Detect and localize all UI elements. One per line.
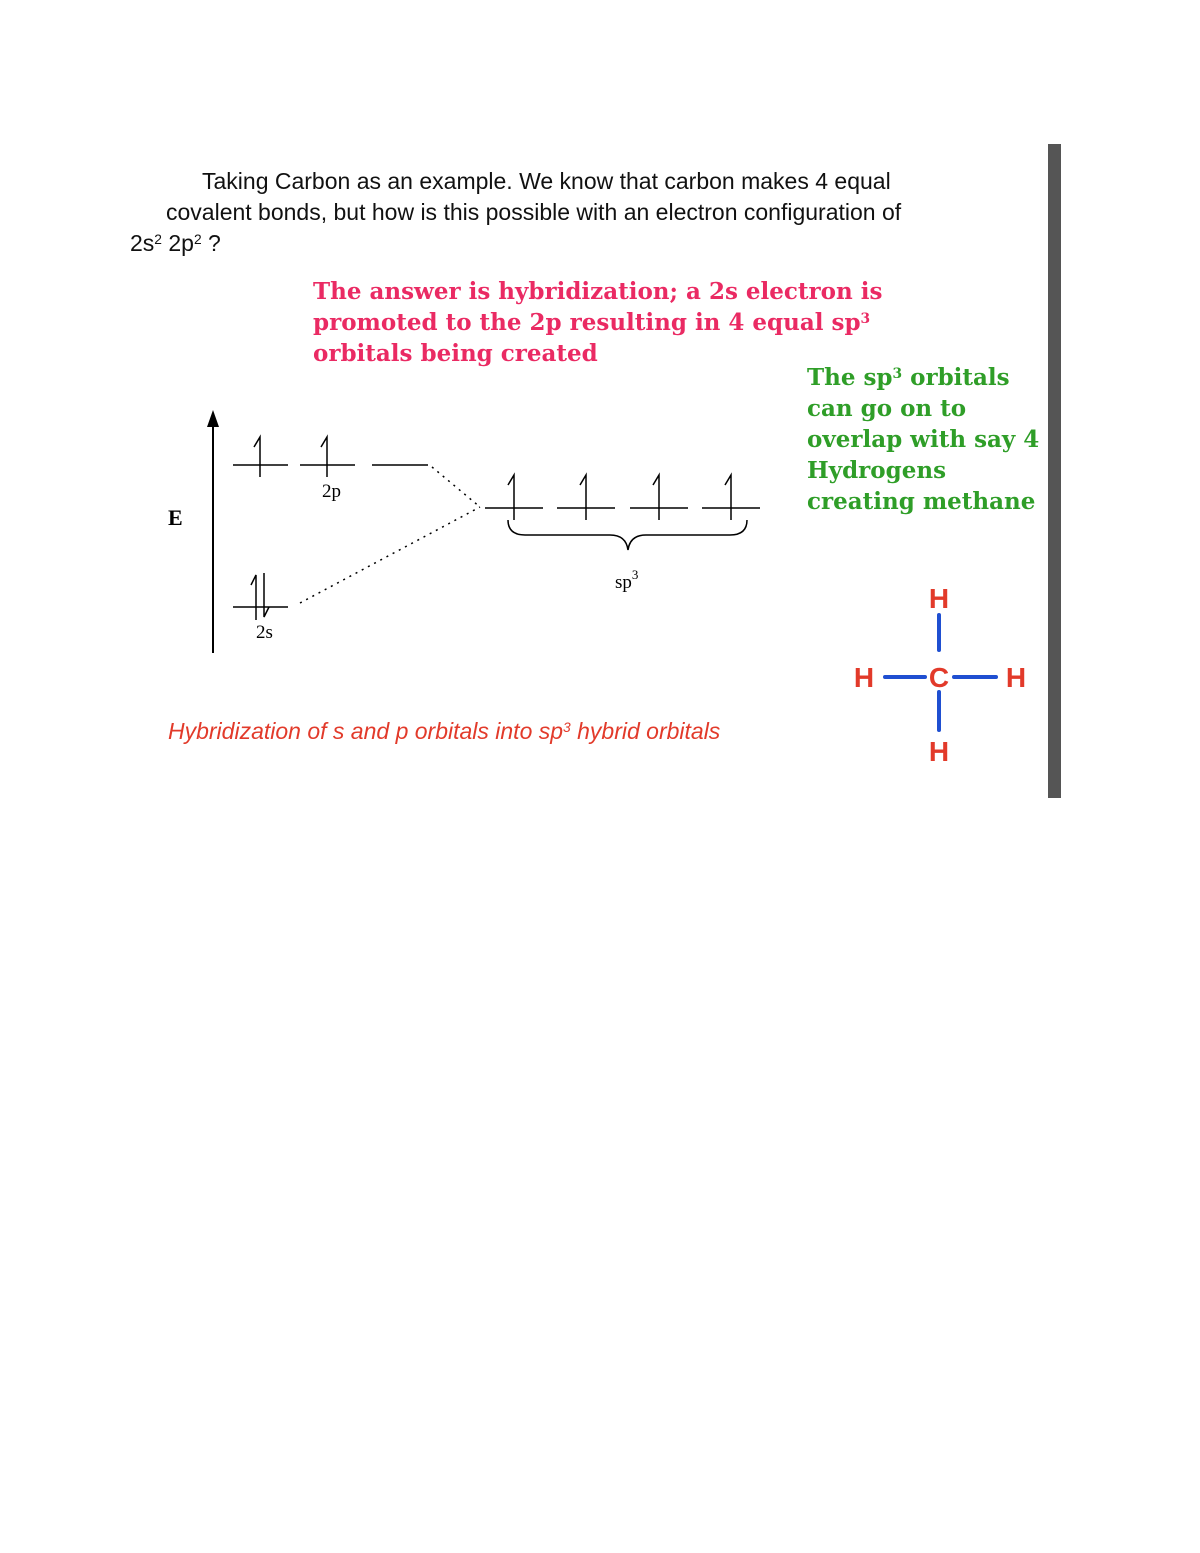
diagram-caption: Hybridization of s and p orbitals into $sp^3$ hybrid orbitals [168,718,721,744]
electron-sp3-up-arrows [508,475,731,520]
intro-line-1: Taking Carbon as an example. We know that carbon makes 4 equal [202,168,891,194]
electron-2p-up-arrows [254,437,327,477]
intro-paragraph [130,166,1026,259]
hydrogen-top: H [928,583,950,614]
intro-line-2: covalent bonds, but how is this possible with an electron configuration of [166,199,902,225]
hydrogen-left: H [853,662,875,693]
sp3-brace [508,520,747,550]
energy-axis-label: E [168,505,183,530]
hydrogen-bottom: H [928,736,950,767]
label-2s: 2s [256,622,273,643]
methane-structure [840,575,1040,775]
hybridization-energy-diagram [150,395,790,665]
electron-2s-pair [251,573,269,620]
label-2p: 2p [322,481,341,502]
electron-configuration: $2s^2$ $2p^2$ ? [130,230,221,256]
hydrogen-right: H [1005,662,1027,693]
label-sp3: $sp^3$ [615,567,639,593]
energy-axis-arrowhead [207,410,219,427]
methane-note: The $sp^3$ orbitals can go on to overlap with say 4 Hydrogens creating methane [807,364,1040,515]
carbon-atom: C [928,662,950,693]
answer-note: The answer is hybridization; a 2s electron is promoted to the 2p resulting in 4 equal $sp^3$ orbitals being created [313,278,883,367]
page-side-bar [1048,144,1061,798]
